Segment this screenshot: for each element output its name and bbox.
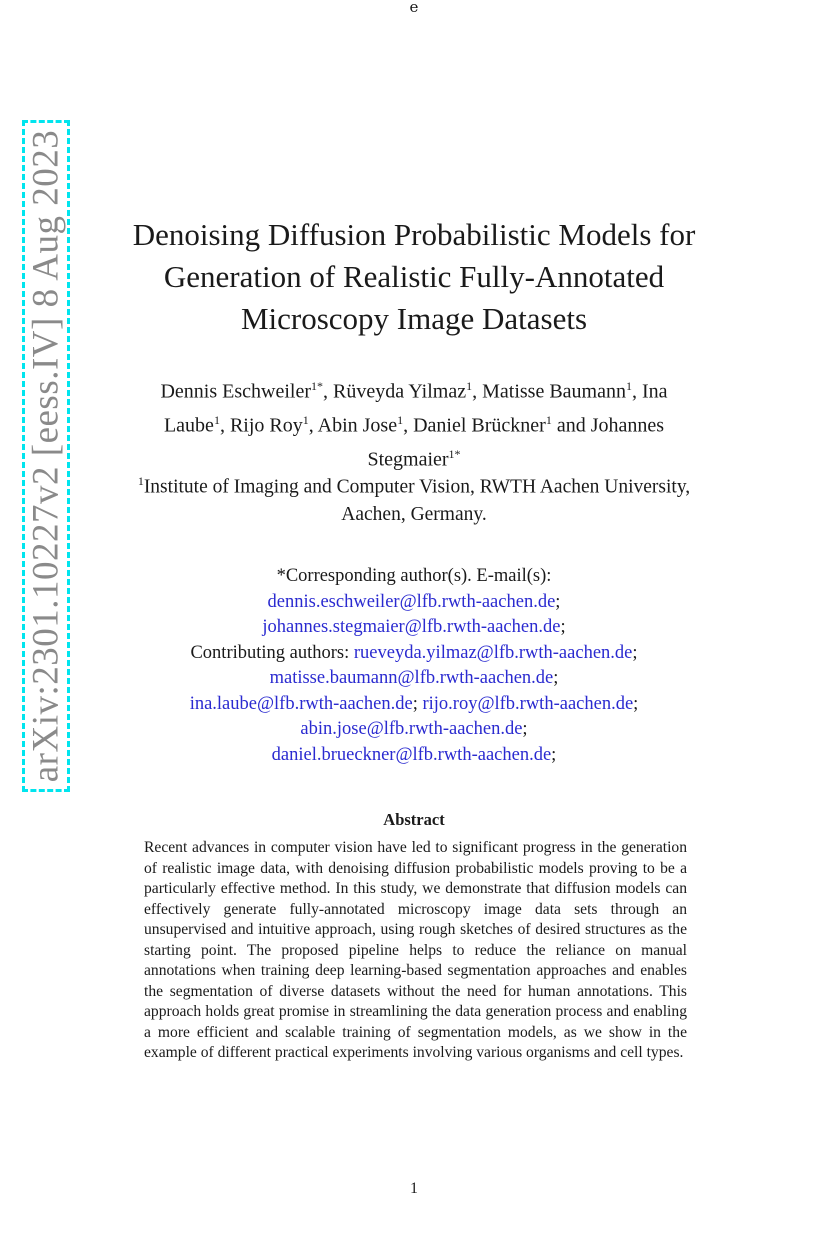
email-link[interactable]: matisse.baumann@lfb.rwth-aachen.de	[269, 668, 554, 688]
author-name: Matisse Baumann	[482, 380, 626, 403]
email-link[interactable]: daniel.brueckner@lfb.rwth-aachen.de	[271, 744, 552, 765]
title-line: Generation of Realistic Fully-Annotated	[163, 259, 665, 294]
arxiv-identifier-text: arXiv:2301.10227v2 [eess.IV] 8 Aug 2023	[25, 129, 67, 783]
corresponding-label: *Corresponding author(s). E-mail(s):	[276, 566, 552, 586]
author-affil-mark: 1	[466, 379, 473, 393]
author-affil-mark: 1	[397, 413, 404, 428]
author-affil-mark: 1	[302, 413, 309, 428]
email-link[interactable]: ina.laube@lfb.rwth-aachen.de	[189, 693, 413, 714]
author-name: Abin Jose	[317, 414, 398, 437]
title-line: Microscopy Image Datasets	[240, 301, 588, 336]
contact-block: *Corresponding author(s). E-mail(s): dennis.eschweiler@lfb.rwth-aachen.de; johannes.stegmaier@lfb.rwth-aachen.de; Contributing authors: rueveyda.yilmaz@lfb.rwth-aachen.de; matisse.baumann@lfb.rwth-aachen.de; ina.laube@lfb.rwth-aachen.de; rijo.roy@lfb.rwth-aachen.de; abin.jose@lfb.rwth-aachen.de; daniel.brueckner@lfb.rwth-aachen.de;	[110, 564, 718, 768]
affiliation-text: Institute of Imaging and Computer Vision, RWTH Aachen University, Aachen, Germany.	[143, 476, 691, 525]
contributing-label: Contributing authors:	[190, 642, 350, 663]
page-number: 1	[410, 1180, 418, 1197]
email-link[interactable]: rijo.roy@lfb.rwth-aachen.de	[422, 693, 634, 714]
author-name: Rüveyda Yilmaz	[332, 380, 467, 403]
email-link[interactable]: johannes.stegmaier@lfb.rwth-aachen.de	[262, 617, 561, 637]
header-mark: e	[409, 0, 419, 16]
author-name: Daniel Brückner	[413, 414, 546, 437]
email-link[interactable]: abin.jose@lfb.rwth-aachen.de	[300, 719, 523, 739]
author-affil-mark: 1	[213, 413, 220, 428]
author-affil-mark: 1*	[448, 447, 461, 462]
title-line: Denoising Diffusion Probabilistic Models for	[132, 217, 696, 252]
paper-title	[100, 214, 728, 340]
email-link[interactable]: rueveyda.yilmaz@lfb.rwth-aachen.de	[353, 642, 633, 663]
author-affil-mark: 1*	[310, 379, 323, 393]
author-affil-mark: 1	[545, 413, 552, 428]
author-name: Rijo Roy	[229, 414, 303, 437]
email-link[interactable]: dennis.eschweiler@lfb.rwth-aachen.de	[267, 591, 556, 612]
author-name: Dennis Eschweiler	[160, 380, 311, 403]
affiliation	[130, 468, 698, 528]
author-name: Ina Laube	[163, 380, 668, 437]
author-list: Dennis Eschweiler$^{1*}$, Rüveyda Yilmaz$^1$, Matisse Baumann$^1$, Ina Laube$^1$, Rijo Roy$^1$, Abin Jose$^1$, Daniel Brückner$^1$ and Johannes Stegmaier$^{1*}$	[160, 379, 668, 471]
abstract-body: Recent advances in computer vision have led to significant progress in the generation of realistic image data, with denoising diffusion probabilistic models proving to be a particularly effective method. In this study, we demonstrate that diffusion models can effectively generate fully-annotated microscopy image data sets through an unsupervised and intuitive approach, using rough sketches of desired structures as the starting point. The proposed pipeline helps to reduce the reliance on manual annotations when training deep learning-based segmentation approaches and enables the segmentation of diverse datasets without the need for human annotations. This approach holds great promise in streamlining the data generation process and enabling a more efficient and scalable training of segmentation models, as we show in the example of different practical experiments involving various organisms and cell types.	[144, 839, 687, 1061]
author-name: Johannes Stegmaier	[367, 414, 665, 471]
affiliation-mark: 1	[137, 474, 144, 488]
arxiv-identifier-stamp[interactable]	[22, 120, 70, 792]
author-affil-mark: 1	[625, 379, 632, 393]
abstract-heading: Abstract	[383, 810, 445, 829]
